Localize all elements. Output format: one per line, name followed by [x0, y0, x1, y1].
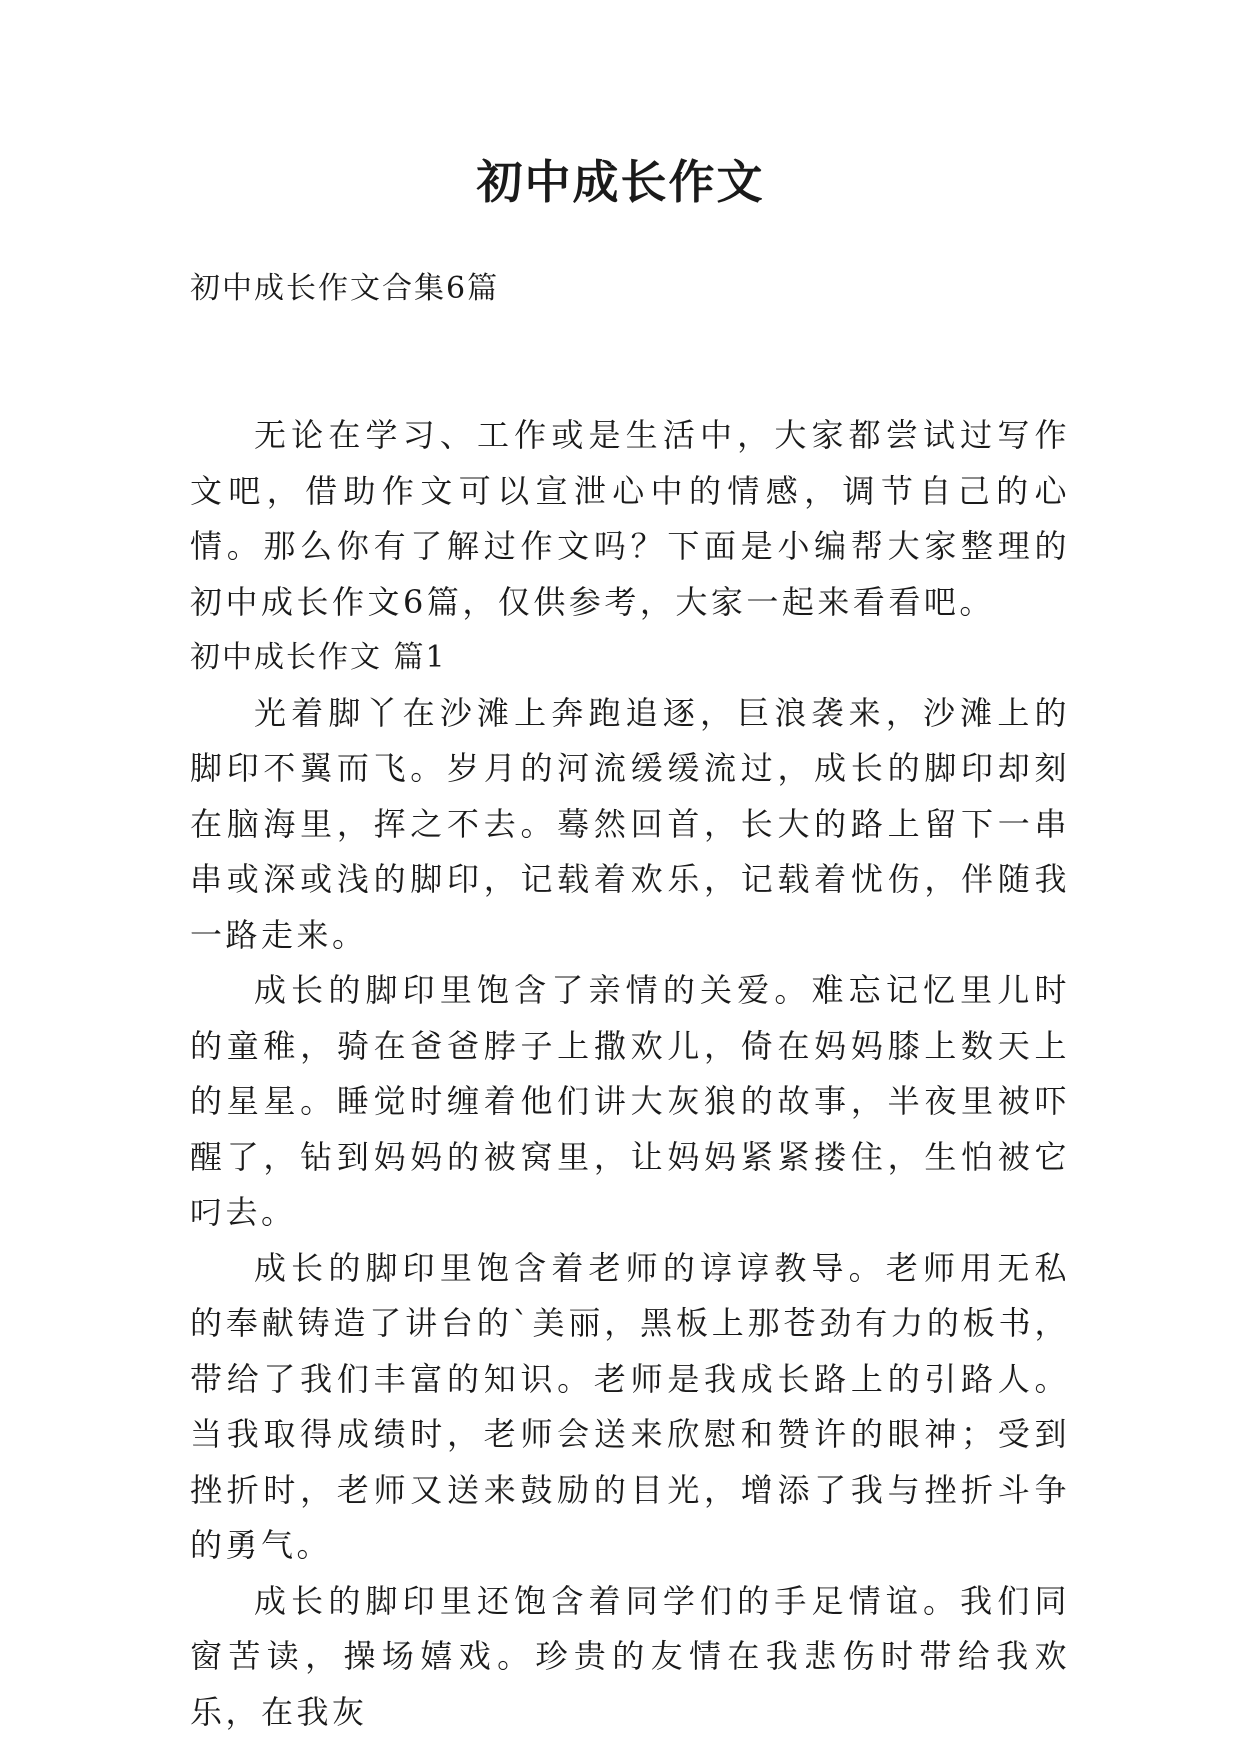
body-paragraph: 光着脚丫在沙滩上奔跑追逐，巨浪袭来，沙滩上的脚印不翼而飞。岁月的河流缓缓流过，成长的脚印却刻在脑海里，挥之不去。蓦然回首，长大的路上留下一串串或深或浅的脚印，记载着欢乐，记载着忧伤，伴随我一路走来。 — [190, 693, 1070, 954]
body-paragraph: 成长的脚印里饱含了亲情的关爱。难忘记忆里儿时的童稚，骑在爸爸脖子上撒欢儿，倚在妈妈膝上数天上的星星。睡觉时缠着他们讲大灰狼的故事，半夜里被吓醒了，钻到妈妈的被窝里，让妈妈紧紧搂住，生怕被它叼去。 — [190, 971, 1070, 1231]
document-subtitle: 初中成长作文合集6篇 — [190, 271, 500, 306]
document-title: 初中成长作文 — [476, 155, 765, 209]
document-body — [190, 408, 1070, 1740]
body-paragraph: 成长的脚印里还饱含着同学们的手足情谊。我们同窗苦读，操场嬉戏。珍贵的友情在我悲伤时带给我欢乐，在我灰 — [190, 1581, 1070, 1731]
intro-paragraph: 无论在学习、工作或是生活中，大家都尝试过写作文吧，借助作文可以宣泄心中的情感，调节自己的心情。那么你有了解过作文吗？下面是小编帮大家整理的初中成长作文6篇，仅供参考，大家一起来看看吧。 — [190, 416, 1070, 621]
body-paragraph: 成长的脚印里饱含着老师的谆谆教导。老师用无私的奉献铸造了讲台的`美丽，黑板上那苍劲有力的板书，带给了我们丰富的知识。老师是我成长路上的引路人。当我取得成绩时，老师会送来欣慰和赞许的眼神；受到挫折时，老师又送来鼓励的目光，增添了我与挫折斗争的勇气。 — [190, 1248, 1070, 1564]
section-heading: 初中成长作文 篇1 — [190, 640, 447, 675]
